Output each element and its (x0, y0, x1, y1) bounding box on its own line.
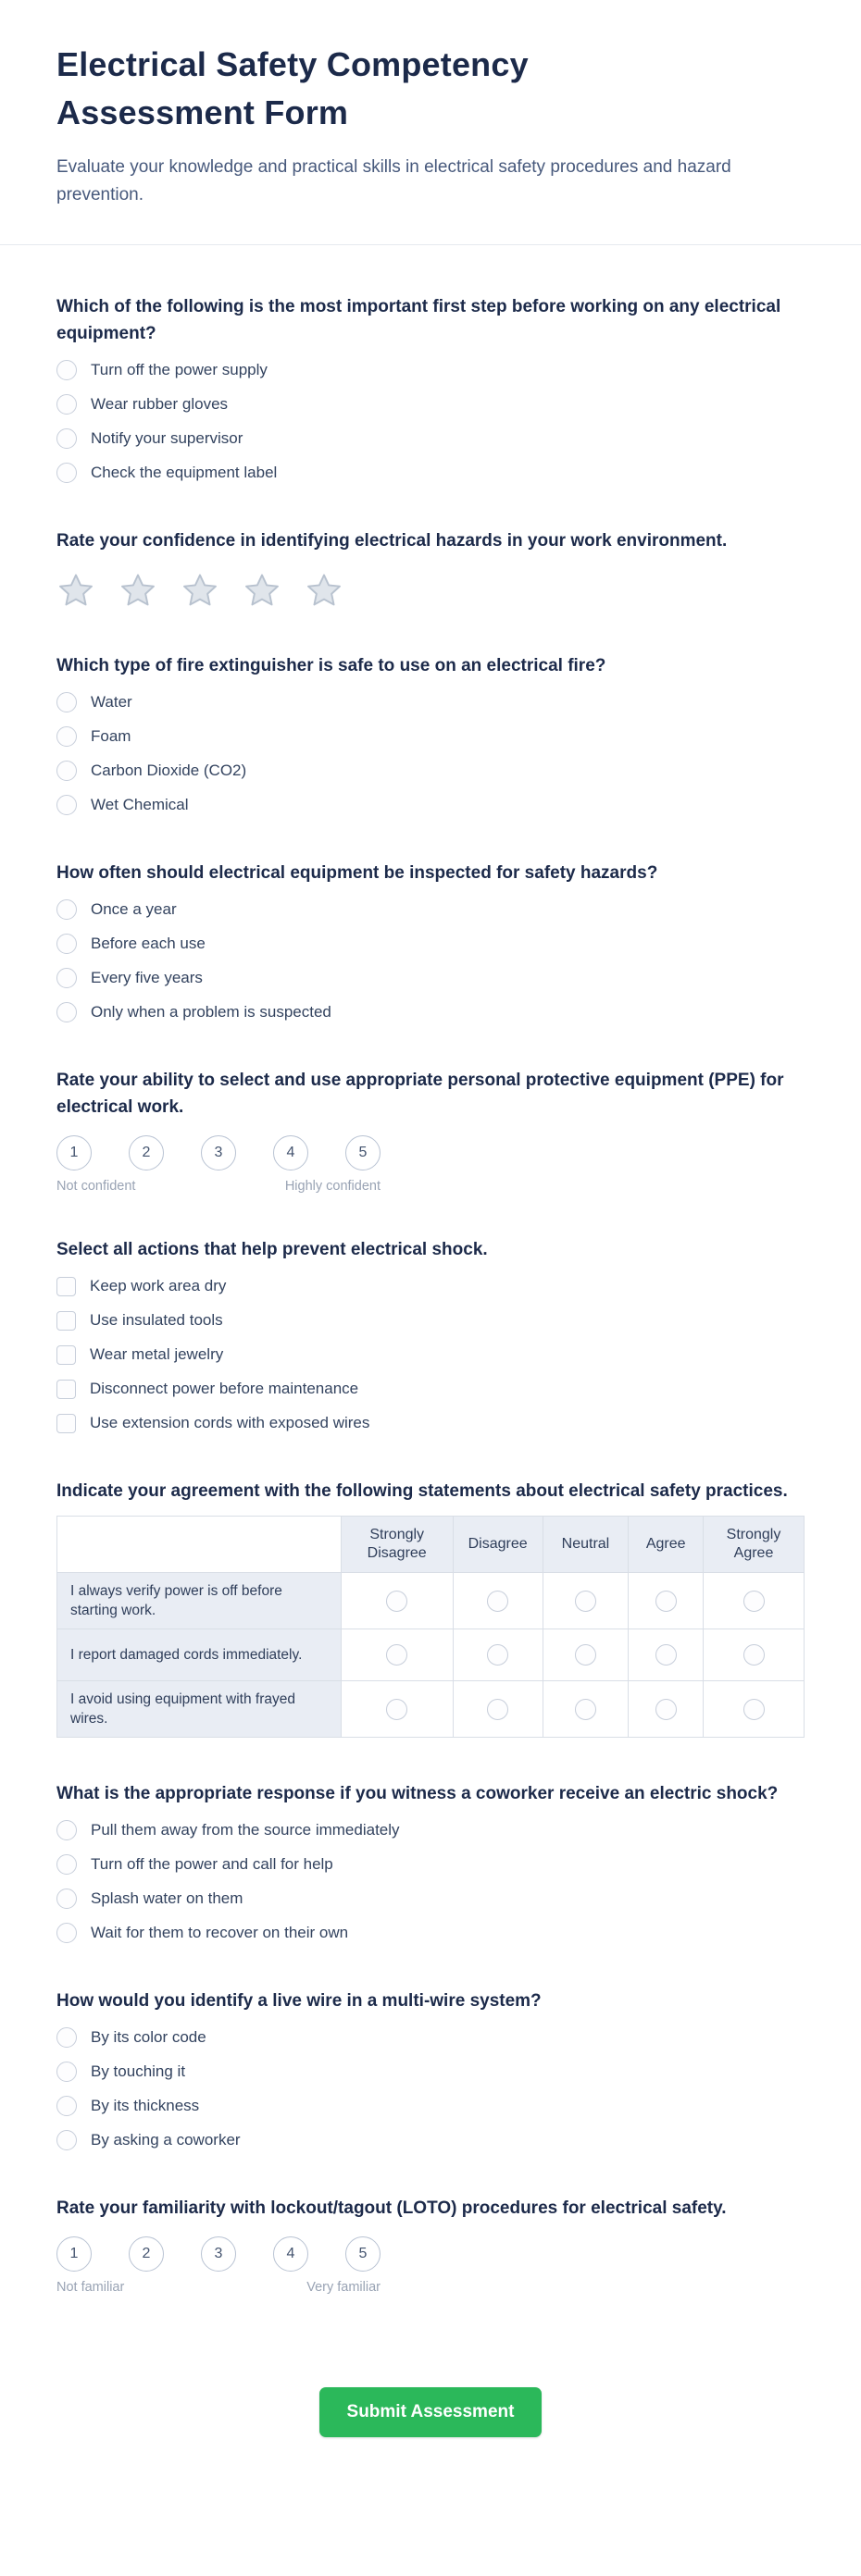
matrix-column-header: Disagree (453, 1517, 543, 1573)
matrix-corner-cell (57, 1517, 342, 1573)
option-row[interactable] (56, 427, 805, 451)
option-label: Splash water on them (91, 1889, 243, 1907)
form-header (0, 0, 861, 244)
form-title: Electrical Safety Competency Assessment Form (56, 45, 529, 131)
scale-right-label: Highly confident (284, 1179, 381, 1194)
question-text: Select all actions that help prevent electrical shock. (56, 1240, 488, 1259)
rating-scale (56, 1132, 381, 1194)
matrix-cell (629, 1629, 704, 1681)
radio-button[interactable] (56, 394, 77, 415)
option-row[interactable] (56, 1411, 805, 1435)
scale-option-4[interactable]: 4 (273, 2236, 308, 2272)
option-label: Carbon Dioxide (CO2) (91, 762, 247, 779)
option-row[interactable] (56, 358, 805, 382)
matrix-row-label: I avoid using equipment with frayed wires. (57, 1681, 342, 1738)
question-block-8 (56, 1780, 805, 1945)
matrix-row (57, 1573, 805, 1629)
star-icon[interactable] (119, 571, 157, 610)
matrix-cell (453, 1573, 543, 1629)
matrix-cell (704, 1681, 805, 1738)
scale-option-4[interactable]: 4 (273, 1135, 308, 1170)
form-footer (0, 2337, 861, 2520)
question-block-2 (56, 527, 805, 610)
checkbox[interactable] (56, 1345, 76, 1365)
matrix-row-label: I report damaged cords immediately. (57, 1629, 342, 1681)
checkbox[interactable] (56, 1380, 76, 1399)
radio-button[interactable] (743, 1591, 765, 1612)
scale-labels (56, 1179, 381, 1194)
matrix-column-header: Agree (629, 1517, 704, 1573)
radio-button[interactable] (56, 1820, 77, 1840)
radio-button[interactable] (56, 1923, 77, 1943)
star-icon[interactable] (56, 571, 95, 610)
scale-right-label: Very familiar (306, 2280, 381, 2295)
option-label: By touching it (91, 2062, 186, 2080)
question-block-6 (56, 1236, 805, 1435)
option-label: Water (91, 693, 132, 711)
matrix-cell (704, 1629, 805, 1681)
radio-button[interactable] (56, 1002, 77, 1022)
option-label: By its color code (91, 2028, 206, 2046)
radio-button[interactable] (575, 1644, 596, 1666)
scale-left-label: Not familiar (56, 2280, 125, 2295)
radio-button[interactable] (56, 2062, 77, 2082)
option-label: Only when a problem is suspected (91, 1003, 331, 1021)
checkbox[interactable] (56, 1414, 76, 1433)
radio-button[interactable] (655, 1699, 677, 1720)
matrix-cell (704, 1573, 805, 1629)
radio-button[interactable] (56, 761, 77, 781)
matrix-cell (453, 1629, 543, 1681)
option-label: Wear rubber gloves (91, 395, 229, 413)
radio-button[interactable] (487, 1591, 508, 1612)
option-label: By asking a coworker (91, 2131, 241, 2149)
radio-button[interactable] (56, 428, 77, 449)
option-row[interactable] (56, 966, 805, 990)
question-text: How would you identify a live wire in a multi-wire system? (56, 1991, 542, 2011)
matrix-cell (453, 1681, 543, 1738)
option-row[interactable] (56, 1343, 805, 1367)
matrix-cell (341, 1681, 453, 1738)
question-text: What is the appropriate response if you witness a coworker receive an electric shock? (56, 1784, 779, 1803)
matrix-row (57, 1681, 805, 1738)
scale-labels (56, 2280, 381, 2295)
option-label: Notify your supervisor (91, 429, 243, 447)
rating-scale (56, 2233, 381, 2295)
form-subtitle: Evaluate your knowledge and practical skills in electrical safety procedures and hazard prevention. (56, 157, 731, 204)
matrix-cell (629, 1681, 704, 1738)
matrix-column-header: Neutral (543, 1517, 629, 1573)
question-text: Which of the following is the most important first step before working on any electrical equipment? (56, 297, 781, 343)
scale-circles (56, 1135, 381, 1170)
option-label: Keep work area dry (90, 1277, 227, 1294)
option-label: Once a year (91, 900, 177, 918)
option-label: By its thickness (91, 2097, 200, 2114)
option-row[interactable] (56, 759, 805, 783)
scale-option-3[interactable]: 3 (201, 1135, 236, 1170)
star-icon[interactable] (243, 571, 281, 610)
option-label: Wet Chemical (91, 796, 189, 813)
option-label: Wear metal jewelry (90, 1345, 224, 1363)
option-row[interactable] (56, 1274, 805, 1298)
scale-left-label: Not confident (56, 1179, 136, 1194)
question-text: Which type of fire extinguisher is safe to use on an electrical fire? (56, 656, 606, 675)
option-label: Foam (91, 727, 131, 745)
question-block-10 (56, 2195, 805, 2295)
matrix-row (57, 1629, 805, 1681)
checkbox[interactable] (56, 1277, 76, 1296)
star-rating (56, 565, 805, 610)
option-row[interactable] (56, 2128, 805, 2152)
question-block-9 (56, 1988, 805, 2152)
option-label: Turn off the power and call for help (91, 1855, 333, 1873)
question-block-7 (56, 1478, 805, 1738)
radio-button[interactable] (386, 1644, 407, 1666)
radio-button[interactable] (56, 2027, 77, 2048)
matrix-cell (543, 1681, 629, 1738)
scale-option-1[interactable]: 1 (56, 2236, 92, 2272)
question-list (0, 245, 861, 2295)
option-row[interactable] (56, 1308, 805, 1332)
option-row[interactable] (56, 1818, 805, 1842)
option-row[interactable] (56, 2094, 805, 2118)
matrix-row-label: I always verify power is off before starting work. (57, 1573, 342, 1629)
option-label: Pull them away from the source immediately (91, 1821, 400, 1839)
checkbox[interactable] (56, 1311, 76, 1331)
option-label: Wait for them to recover on their own (91, 1924, 349, 1941)
radio-button[interactable] (743, 1644, 765, 1666)
matrix-column-header: Strongly Agree (704, 1517, 805, 1573)
option-row[interactable] (56, 793, 805, 817)
radio-button[interactable] (56, 726, 77, 747)
option-row[interactable] (56, 1887, 805, 1911)
question-block-4 (56, 860, 805, 1024)
option-row[interactable] (56, 1852, 805, 1876)
radio-button[interactable] (56, 795, 77, 815)
matrix-cell (543, 1629, 629, 1681)
option-label: Check the equipment label (91, 464, 278, 481)
matrix-cell (341, 1573, 453, 1629)
option-row[interactable] (56, 1921, 805, 1945)
submit-button[interactable]: Submit Assessment (319, 2387, 543, 2437)
radio-button[interactable] (386, 1591, 407, 1612)
option-row[interactable] (56, 461, 805, 485)
question-text: Rate your ability to select and use appropriate personal protective equipment (PPE) for electrical work. (56, 1071, 784, 1117)
matrix-cell (543, 1573, 629, 1629)
question-block-1 (56, 293, 805, 485)
option-row[interactable] (56, 724, 805, 749)
radio-button[interactable] (56, 968, 77, 988)
scale-option-2[interactable]: 2 (129, 1135, 164, 1170)
radio-button[interactable] (743, 1699, 765, 1720)
radio-button[interactable] (655, 1591, 677, 1612)
option-row[interactable] (56, 392, 805, 416)
matrix-column-header: Strongly Disagree (341, 1517, 453, 1573)
option-row[interactable] (56, 898, 805, 922)
option-label: Use insulated tools (90, 1311, 223, 1329)
matrix-cell (629, 1573, 704, 1629)
radio-button[interactable] (487, 1699, 508, 1720)
option-row[interactable] (56, 1377, 805, 1401)
option-row[interactable] (56, 690, 805, 714)
scale-option-5[interactable]: 5 (345, 2236, 381, 2272)
radio-button[interactable] (575, 1699, 596, 1720)
matrix-cell (341, 1629, 453, 1681)
radio-button[interactable] (56, 934, 77, 954)
question-block-5 (56, 1067, 805, 1194)
option-label: Before each use (91, 935, 206, 952)
question-text: Indicate your agreement with the following statements about electrical safety practices. (56, 1481, 788, 1501)
scale-option-1[interactable]: 1 (56, 1135, 92, 1170)
radio-button[interactable] (386, 1699, 407, 1720)
radio-button[interactable] (655, 1644, 677, 1666)
star-icon[interactable] (305, 571, 343, 610)
option-row[interactable] (56, 2060, 805, 2084)
question-text: Rate your confidence in identifying electrical hazards in your work environment. (56, 531, 728, 551)
question-text: How often should electrical equipment be inspected for safety hazards? (56, 863, 658, 883)
option-label: Every five years (91, 969, 203, 986)
radio-button[interactable] (56, 360, 77, 380)
scale-circles (56, 2236, 381, 2272)
radio-button[interactable] (56, 463, 77, 483)
matrix-header-row (57, 1517, 805, 1573)
option-label: Turn off the power supply (91, 361, 268, 378)
radio-button[interactable] (56, 2130, 77, 2150)
scale-option-2[interactable]: 2 (129, 2236, 164, 2272)
option-row[interactable] (56, 2025, 805, 2050)
option-row[interactable] (56, 932, 805, 956)
radio-button[interactable] (56, 1889, 77, 1909)
radio-button[interactable] (56, 899, 77, 920)
radio-button[interactable] (56, 2096, 77, 2116)
question-block-3 (56, 652, 805, 817)
question-text: Rate your familiarity with lockout/tagout (LOTO) procedures for electrical safety. (56, 2198, 727, 2218)
radio-button[interactable] (56, 1854, 77, 1875)
radio-button[interactable] (56, 692, 77, 712)
option-label: Disconnect power before maintenance (90, 1380, 359, 1397)
option-label: Use extension cords with exposed wires (90, 1414, 370, 1431)
radio-button[interactable] (575, 1591, 596, 1612)
radio-button[interactable] (487, 1644, 508, 1666)
scale-option-5[interactable]: 5 (345, 1135, 381, 1170)
matrix-table (56, 1516, 805, 1738)
star-icon[interactable] (181, 571, 219, 610)
option-row[interactable] (56, 1000, 805, 1024)
scale-option-3[interactable]: 3 (201, 2236, 236, 2272)
